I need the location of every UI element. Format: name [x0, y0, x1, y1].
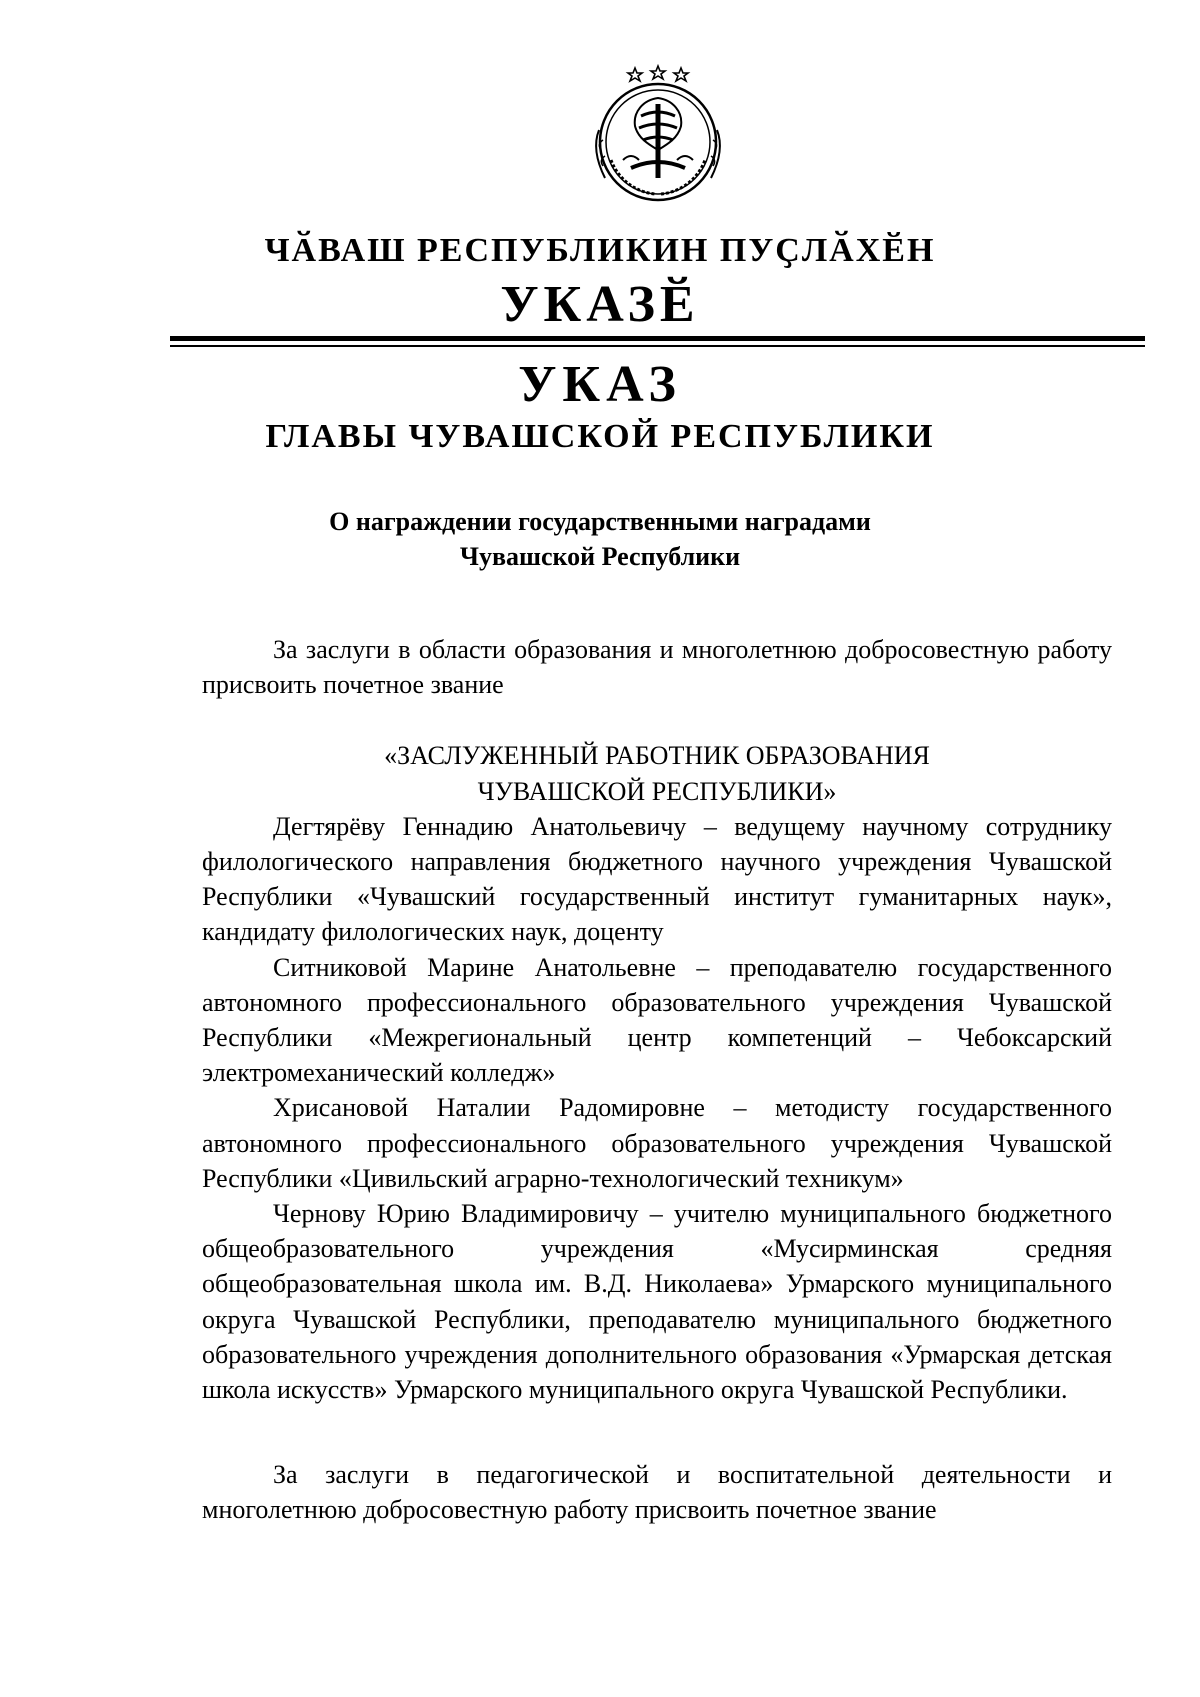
spacer — [202, 702, 1112, 738]
stars-icon — [628, 66, 688, 81]
header-rule-thick — [170, 336, 1145, 341]
awardee-paragraph: Дегтярёву Геннадию Анатольевичу – ведущему научному сотруднику филологического направления бюджетного научного учреждения Чувашской Республики «Чувашский государственный институт гуманитарных наук», кандидату филологических наук, доценту — [202, 811, 1112, 947]
russian-subtitle: ГЛАВЫ ЧУВАШСКОЙ РЕСПУБЛИКИ — [265, 418, 935, 455]
header-rule-thin — [170, 345, 1145, 347]
honorary-title-line2: ЧУВАШСКОЙ РЕСПУБЛИКИ» — [477, 776, 837, 806]
chuvash-header-ukaze: УКАЗӖ — [500, 276, 700, 333]
russian-title-ukaz: УКАЗ — [518, 356, 682, 413]
subject-line2: Чувашской Республики — [459, 542, 741, 571]
awardee-paragraph: Ситниковой Марине Анатольевне – преподавателю государственного автономного профессионального образовательного учреждения Чувашской Республики «Межрегиональный центр компетенций – Чебоксарский электромеханический колледж» — [202, 952, 1112, 1088]
decree-subject — [0, 504, 1200, 574]
chuvash-header-line1: ЧӐВАШ РЕСПУБЛИКИН ПУҪЛӐХӖН — [264, 232, 936, 269]
awardee-paragraph: Хрисановой Наталии Радомировне – методисту государственного автономного профессионального образовательного учреждения Чувашской Республики «Цивильский аграрно-технологический техникум» — [202, 1093, 1112, 1193]
awardee-paragraph: Чернову Юрию Владимировичу – учителю муниципального бюджетного общеобразовательного учреждения «Мусирминская средняя общеобразовательная школа им. В.Д. Николаева» Урмарского муниципального округа Чувашской Республики, преподавателю муниципального бюджетного образовательного учреждения дополнительного образования «Урмарская детская школа искусств» Урмарского муниципального округа Чувашской Республики. — [202, 1199, 1112, 1405]
coat-of-arms-emblem — [583, 60, 733, 210]
intro-paragraph-1: За заслуги в области образования и многолетнюю добросовестную работу присвоить почетное звание — [202, 635, 1112, 700]
intro-paragraph-2: За заслуги в педагогической и воспитательной деятельности и многолетнюю добросовестную работу присвоить почетное звание — [202, 1460, 1112, 1525]
subject-line1: О награждении государственными наградами — [329, 507, 871, 536]
spacer — [202, 1407, 1112, 1457]
honorary-title-line1: «ЗАСЛУЖЕННЫЙ РАБОТНИК ОБРАЗОВАНИЯ — [384, 741, 930, 771]
decree-body — [202, 632, 1112, 1528]
